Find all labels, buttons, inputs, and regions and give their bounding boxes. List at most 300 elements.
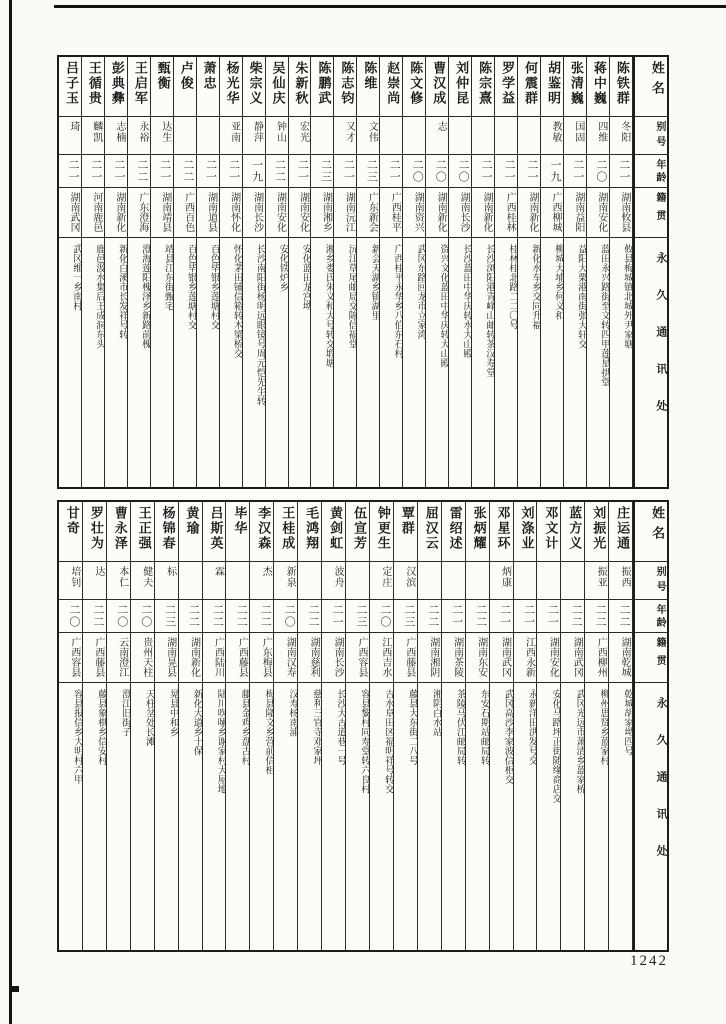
address-cell: 永新洋田洪发号交 — [526, 689, 537, 765]
age-cell: 二二 — [179, 600, 202, 633]
name-cell: 甘奇 — [59, 502, 82, 562]
entry-column — [250, 502, 274, 950]
page-number: 1242 — [630, 953, 668, 969]
address-cell: 新化白溪市长发祥号转 — [116, 244, 127, 339]
name-cell: 陈鹏武 — [311, 57, 333, 117]
age-cell: 二一 — [82, 155, 104, 188]
address-cell: 湘阴白水站 — [430, 689, 441, 737]
age-cell: 二一 — [380, 155, 402, 188]
age-cell: 二二 — [266, 155, 288, 188]
name-cell: 吕斯英 — [203, 502, 226, 562]
native-place-cell: 湖南汉寿 — [274, 633, 297, 683]
entry-column — [518, 57, 541, 487]
entry-column — [82, 57, 105, 487]
name-cell: 王正强 — [131, 502, 154, 562]
age-cell: 二一 — [610, 155, 632, 188]
native-place-cell: 湖南攸县 — [610, 188, 632, 238]
age-cell: 二一 — [322, 600, 345, 633]
alias-cell: 冬阳 — [610, 117, 632, 155]
entry-column — [203, 502, 227, 950]
entry-column — [322, 502, 346, 950]
alias-cell — [311, 117, 333, 155]
header-address-label: 永久通讯处 — [655, 697, 668, 882]
header-native-label: 籍贯 — [635, 633, 667, 683]
entry-column — [334, 57, 357, 487]
alias-cell — [466, 562, 489, 600]
native-place-cell: 湖南慈利 — [298, 633, 321, 683]
address-cell: 茶陵马伏江邮局转 — [454, 689, 465, 765]
alias-cell — [197, 117, 219, 155]
address-cell: 武冈维一乡南村 — [70, 244, 81, 311]
header-column — [633, 502, 667, 950]
name-cell: 刘仲昆 — [449, 57, 471, 117]
age-cell: 二二 — [83, 600, 106, 633]
native-place-cell: 湖南靖县 — [151, 188, 173, 238]
alias-cell: 汉滨 — [394, 562, 417, 600]
entry-column — [418, 502, 442, 950]
address-cell: 蓝田永兴路街至文转四甲莲星拱堂 — [598, 244, 609, 387]
entry-column — [311, 57, 334, 487]
native-place-cell: 湖南东安 — [466, 633, 489, 683]
age-cell: 二一 — [289, 155, 311, 188]
alias-cell: 又才 — [334, 117, 356, 155]
entry-column — [472, 57, 495, 487]
entry-column — [151, 57, 174, 487]
entry-column — [346, 502, 370, 950]
age-cell: 二二 — [128, 155, 150, 188]
name-cell: 甄衡 — [151, 57, 173, 117]
address-cell: 柳州思贤乡蓝家村 — [598, 689, 609, 765]
native-place-cell: 湖南长沙 — [449, 188, 471, 238]
alias-cell — [495, 117, 517, 155]
entry-column — [426, 57, 449, 487]
name-cell: 吕子玉 — [59, 57, 81, 117]
address-cell: 桂林桂北路二二〇号 — [507, 244, 518, 330]
native-place-cell: 湖南武冈 — [59, 188, 81, 238]
entry-column — [610, 57, 633, 487]
alias-cell — [298, 562, 321, 600]
header-column — [633, 57, 667, 487]
name-cell: 罗壮为 — [83, 502, 106, 562]
native-place-cell: 湖南安化 — [289, 188, 311, 238]
native-place-cell: 湖南茶陵 — [442, 633, 465, 683]
native-place-cell: 广西藤县 — [394, 633, 417, 683]
name-cell: 黄剑虹 — [322, 502, 345, 562]
alias-cell: 定庄 — [370, 562, 393, 600]
alias-cell: 志 — [426, 117, 448, 155]
alias-cell — [418, 562, 441, 600]
native-place-cell: 湖南长沙 — [243, 188, 265, 238]
age-cell: 二二 — [226, 600, 249, 633]
native-place-cell: 湖南益阳 — [564, 188, 586, 238]
address-cell: 湘乡娄氏朱义和大号转交塅塘 — [323, 244, 334, 368]
age-cell: 二〇 — [403, 155, 425, 188]
native-place-cell: 湖南新化 — [472, 188, 494, 238]
address-cell: 长沙浏阳港青峰山邮转茶汉寿堂 — [484, 244, 495, 377]
alias-cell: 国固 — [564, 117, 586, 155]
native-place-cell: 贵州天柱 — [131, 633, 154, 683]
address-cell: 汉寿杨南浦 — [287, 689, 298, 737]
address-cell: 澄海莲阳槐泽乡新路前槐 — [139, 244, 150, 349]
native-place-cell: 广西容县 — [59, 633, 82, 683]
address-cell: 长沙大古道巷一号 — [335, 689, 346, 765]
alias-cell — [472, 117, 494, 155]
address-cell: 攸县梅城镇北城外尹家塘 — [621, 244, 632, 349]
native-place-cell: 广西藤县 — [83, 633, 106, 683]
scan-edge-left — [9, 0, 12, 1024]
native-place-cell: 湖南怀化 — [220, 188, 242, 238]
alias-cell — [514, 562, 537, 600]
address-cell: 陆川吹嗦乡谢家村大屋地 — [215, 689, 226, 794]
native-place-cell: 湖南安化 — [537, 633, 560, 683]
alias-cell: 永裕 — [128, 117, 150, 155]
entry-column — [298, 502, 322, 950]
native-place-cell: 广东新会 — [357, 188, 379, 238]
alias-cell: 本仁 — [107, 562, 130, 600]
entry-column — [564, 57, 587, 487]
name-cell: 何震群 — [518, 57, 540, 117]
name-cell: 屈汉云 — [418, 502, 441, 562]
entry-column — [220, 57, 243, 487]
native-place-cell: 湖南沅江 — [334, 188, 356, 238]
alias-cell: 标 — [155, 562, 178, 600]
name-cell: 黄瑜 — [179, 502, 202, 562]
entry-column — [289, 57, 312, 487]
address-cell: 安化铁炉乡 — [277, 244, 288, 292]
header-native-label: 籍贯 — [635, 188, 667, 238]
name-cell: 钟更生 — [370, 502, 393, 562]
alias-cell — [537, 562, 560, 600]
name-cell: 王桂成 — [274, 502, 297, 562]
native-place-cell: 湖南湘乡 — [311, 188, 333, 238]
name-cell: 陈文修 — [403, 57, 425, 117]
age-cell: 二〇 — [370, 600, 393, 633]
name-cell: 胡鉴明 — [541, 57, 563, 117]
name-cell: 柴宗义 — [243, 57, 265, 117]
native-place-cell: 江西永新 — [514, 633, 537, 683]
name-cell: 伍宣芳 — [346, 502, 369, 562]
entry-column — [587, 57, 610, 487]
entry-column — [357, 57, 380, 487]
alias-cell — [179, 562, 202, 600]
entry-column — [128, 57, 151, 487]
age-cell: 二一 — [220, 155, 242, 188]
age-cell: 二三 — [394, 600, 417, 633]
alias-cell — [380, 117, 402, 155]
age-cell: 二〇 — [59, 600, 82, 633]
age-cell: 二二 — [585, 600, 608, 633]
address-cell: 鹿邑汲水集后王成洞东头 — [93, 244, 104, 349]
entry-column — [243, 57, 266, 487]
age-cell: 二三 — [357, 155, 379, 188]
address-cell: 藤县大东街二八号 — [406, 689, 417, 765]
age-cell: 二〇 — [587, 155, 609, 188]
address-cell: 百色毕银乡莲塘村交 — [208, 244, 219, 330]
age-cell: 二一 — [495, 155, 517, 188]
age-cell: 二一 — [537, 600, 560, 633]
age-cell: 二二 — [418, 600, 441, 633]
name-cell: 覃群 — [394, 502, 417, 562]
native-place-cell: 湖南新化 — [179, 633, 202, 683]
entry-column — [442, 502, 466, 950]
header-address-label: 永久通讯处 — [654, 252, 667, 437]
age-cell: 二二 — [609, 600, 632, 633]
entry-column — [537, 502, 561, 950]
header-age-label: 年龄 — [635, 155, 667, 188]
alias-cell: 教敏 — [541, 117, 563, 155]
native-place-cell: 湖南新化 — [518, 188, 540, 238]
address-cell: 乾城胡家坳四号 — [622, 689, 633, 756]
address-cell: 广西桂平永华乡八伯东石村 — [392, 244, 403, 358]
entry-column — [609, 502, 633, 950]
entry-column — [179, 502, 203, 950]
native-place-cell: 湖南湘阴 — [418, 633, 441, 683]
alias-cell: 杰 — [250, 562, 273, 600]
native-place-cell: 广东梅县 — [250, 633, 273, 683]
alias-cell — [442, 562, 465, 600]
age-cell: 二三 — [155, 600, 178, 633]
age-cell: 二一 — [59, 155, 81, 188]
alias-cell: 琦 — [59, 117, 81, 155]
native-place-cell: 江西吉水 — [370, 633, 393, 683]
address-cell: 晃县中和乡 — [167, 689, 178, 737]
age-cell: 二一 — [564, 155, 586, 188]
alias-cell: 培钊 — [59, 562, 82, 600]
native-place-cell: 河南鹿邑 — [82, 188, 104, 238]
native-place-cell: 广西柳城 — [541, 188, 563, 238]
age-cell: 二二 — [174, 155, 196, 188]
native-place-cell: 云南澄江 — [107, 633, 130, 683]
age-cell: 二一 — [490, 600, 513, 633]
entry-column — [449, 57, 472, 487]
address-cell: 东安石期站邮局转 — [478, 689, 489, 765]
name-cell: 刘涤业 — [514, 502, 537, 562]
address-cell: 梅县隆文乡营前信柜 — [263, 689, 274, 775]
address-cell: 新化大道乡十保 — [191, 689, 202, 756]
address-cell: 安化马路坪正街随缘商店交 — [550, 689, 561, 803]
alias-cell: 振亚 — [585, 562, 608, 600]
address-cell: 武冈高沙李家波信柜交 — [502, 689, 513, 784]
header-name-label: 姓名 — [635, 502, 667, 562]
native-place-cell: 广西藤县 — [226, 633, 249, 683]
name-cell: 刘振光 — [585, 502, 608, 562]
native-place-cell: 湖南晃县 — [155, 633, 178, 683]
native-place-cell: 湖南安化 — [587, 188, 609, 238]
name-cell: 萧忠 — [197, 57, 219, 117]
native-place-cell: 广西陆川 — [203, 633, 226, 683]
address-cell: 安化蓝田龙宫坳 — [300, 244, 311, 311]
name-cell: 邓星环 — [490, 502, 513, 562]
entry-column — [380, 57, 403, 487]
address-cell: 柳城大埔乡何义和 — [552, 244, 563, 320]
alias-cell — [449, 117, 471, 155]
age-cell: 一九 — [243, 155, 265, 188]
entry-column — [370, 502, 394, 950]
entry-column — [514, 502, 538, 950]
name-cell: 蓝方义 — [561, 502, 584, 562]
name-cell: 曹永泽 — [107, 502, 130, 562]
entry-column — [541, 57, 564, 487]
native-place-cell: 广西容县 — [346, 633, 369, 683]
header-alias-label: 别号 — [635, 562, 667, 600]
address-cell: 新会天湖乡镇湖里 — [369, 244, 380, 320]
entry-column — [561, 502, 585, 950]
alias-cell: 麟凯 — [82, 117, 104, 155]
alias-cell: 达生 — [151, 117, 173, 155]
directory-table-top — [57, 55, 669, 489]
age-cell: 一九 — [541, 155, 563, 188]
header-alias-label: 别号 — [635, 117, 667, 155]
address-cell: 武冈东路回龙市立家湾 — [415, 244, 426, 339]
address-cell: 藤县象棋乡信安村 — [95, 689, 106, 765]
name-cell: 陈志钧 — [334, 57, 356, 117]
name-cell: 张炳耀 — [466, 502, 489, 562]
name-cell: 罗学益 — [495, 57, 517, 117]
address-cell: 靖县江东街甄宅 — [162, 244, 173, 311]
alias-cell — [518, 117, 540, 155]
name-cell: 赵崇尚 — [380, 57, 402, 117]
alias-cell — [174, 117, 196, 155]
alias-cell: 达 — [83, 562, 106, 600]
alias-cell: 志楠 — [105, 117, 127, 155]
name-cell: 毕华 — [226, 502, 249, 562]
alias-cell — [561, 562, 584, 600]
name-cell: 杨锦春 — [155, 502, 178, 562]
address-cell: 资兴文化蓝田中华庆转大山殿 — [438, 244, 449, 368]
entry-column — [266, 57, 289, 487]
age-cell: 二三 — [346, 600, 369, 633]
name-cell: 陈宗熹 — [472, 57, 494, 117]
age-cell: 二三 — [311, 155, 333, 188]
address-cell: 百色毕银乡莲塘村交 — [185, 244, 196, 330]
native-place-cell: 广西桂平 — [380, 188, 402, 238]
name-cell: 毛鸿翔 — [298, 502, 321, 562]
name-cell: 陈维 — [357, 57, 379, 117]
address-cell: 益阳大栗港南街张大轩交 — [575, 244, 586, 349]
name-cell: 蒋中巍 — [587, 57, 609, 117]
age-cell: 二一 — [197, 155, 219, 188]
alias-cell: 霖 — [203, 562, 226, 600]
age-cell: 二二 — [203, 600, 226, 633]
alias-cell — [346, 562, 369, 600]
alias-cell: 钟山 — [266, 117, 288, 155]
name-cell: 杨光华 — [220, 57, 242, 117]
entry-column — [490, 502, 514, 950]
entry-column — [155, 502, 179, 950]
header-age-label: 年龄 — [635, 600, 667, 633]
entry-column — [59, 57, 82, 487]
address-cell: 沅江草尾邮局交陈信福堂 — [346, 244, 357, 349]
age-cell: 二二 — [466, 600, 489, 633]
age-cell: 二〇 — [449, 155, 471, 188]
native-place-cell: 湖南新化 — [105, 188, 127, 238]
address-cell: 藤县金鸡乡盘古村 — [239, 689, 250, 765]
alias-cell — [226, 562, 249, 600]
alias-cell: 炳康 — [490, 562, 513, 600]
alias-cell: 振西 — [609, 562, 632, 600]
name-cell: 吴仙庆 — [266, 57, 288, 117]
age-cell: 二二 — [298, 600, 321, 633]
age-cell: 二一 — [514, 600, 537, 633]
entry-column — [585, 502, 609, 950]
age-cell: 二一 — [518, 155, 540, 188]
age-cell: 二二 — [561, 600, 584, 633]
address-cell: 容县黎村同寿堂转六良村 — [358, 689, 369, 794]
entry-column — [131, 502, 155, 950]
alias-cell: 四维 — [587, 117, 609, 155]
native-place-cell: 广东澄海 — [128, 188, 150, 238]
entry-column — [466, 502, 490, 950]
age-cell: 二一 — [105, 155, 127, 188]
name-cell: 王循贵 — [82, 57, 104, 117]
age-cell: 二一 — [442, 600, 465, 633]
address-cell: 武冈光远市萧清乡蓝家桥 — [574, 689, 585, 794]
alias-cell: 健夫 — [131, 562, 154, 600]
native-place-cell: 湖南长沙 — [322, 633, 345, 683]
alias-cell: 静萍 — [243, 117, 265, 155]
address-cell: 容县报信乡大明村六甲 — [71, 689, 82, 784]
entry-column — [226, 502, 250, 950]
name-cell: 雷绍述 — [442, 502, 465, 562]
alias-cell: 波舟 — [322, 562, 345, 600]
native-place-cell: 湖南乾城 — [609, 633, 632, 683]
native-place-cell: 湖南道县 — [197, 188, 219, 238]
name-cell: 邓文计 — [537, 502, 560, 562]
age-cell: 二二 — [250, 600, 273, 633]
entry-column — [197, 57, 220, 487]
name-cell: 庄运通 — [609, 502, 632, 562]
entry-column — [403, 57, 426, 487]
name-cell: 李汉森 — [250, 502, 273, 562]
scan-edge-top — [54, 5, 726, 8]
entry-column — [105, 57, 128, 487]
alias-cell — [403, 117, 425, 155]
name-cell: 朱新秋 — [289, 57, 311, 117]
name-cell: 曹汉成 — [426, 57, 448, 117]
native-place-cell: 广西百色 — [174, 188, 196, 238]
address-cell: 天柱坌处长滩 — [143, 689, 154, 746]
entry-column — [107, 502, 131, 950]
age-cell: 二一 — [334, 155, 356, 188]
address-cell: 澄江旧街子 — [119, 689, 130, 737]
address-cell: 怀化茅田铺信箱转木梁桥交 — [231, 244, 242, 358]
entry-column — [274, 502, 298, 950]
native-place-cell: 湖南武冈 — [561, 633, 584, 683]
name-cell: 彭典彝 — [105, 57, 127, 117]
alias-cell: 文伟 — [357, 117, 379, 155]
alias-cell: 新泉 — [274, 562, 297, 600]
age-cell: 二〇 — [131, 600, 154, 633]
name-cell: 王启军 — [128, 57, 150, 117]
native-place-cell: 湖南武冈 — [490, 633, 513, 683]
native-place-cell: 广西桂林 — [495, 188, 517, 238]
name-cell: 张清巍 — [564, 57, 586, 117]
address-cell: 长沙蓝田中华庆转水大山殿 — [461, 244, 472, 358]
age-cell: 二一 — [472, 155, 494, 188]
directory-table-bottom — [57, 500, 669, 952]
native-place-cell: 湖南新化 — [426, 188, 448, 238]
entry-column — [59, 502, 83, 950]
address-cell: 新化水车乡交同升福 — [530, 244, 541, 330]
scan-edge-corner — [9, 986, 19, 992]
name-cell: 陈铁群 — [610, 57, 632, 117]
age-cell: 二〇 — [107, 600, 130, 633]
age-cell: 二〇 — [426, 155, 448, 188]
address-cell: 慈利三官寺邓家坪 — [311, 689, 322, 765]
entry-column — [495, 57, 518, 487]
age-cell: 二一 — [151, 155, 173, 188]
entry-column — [174, 57, 197, 487]
